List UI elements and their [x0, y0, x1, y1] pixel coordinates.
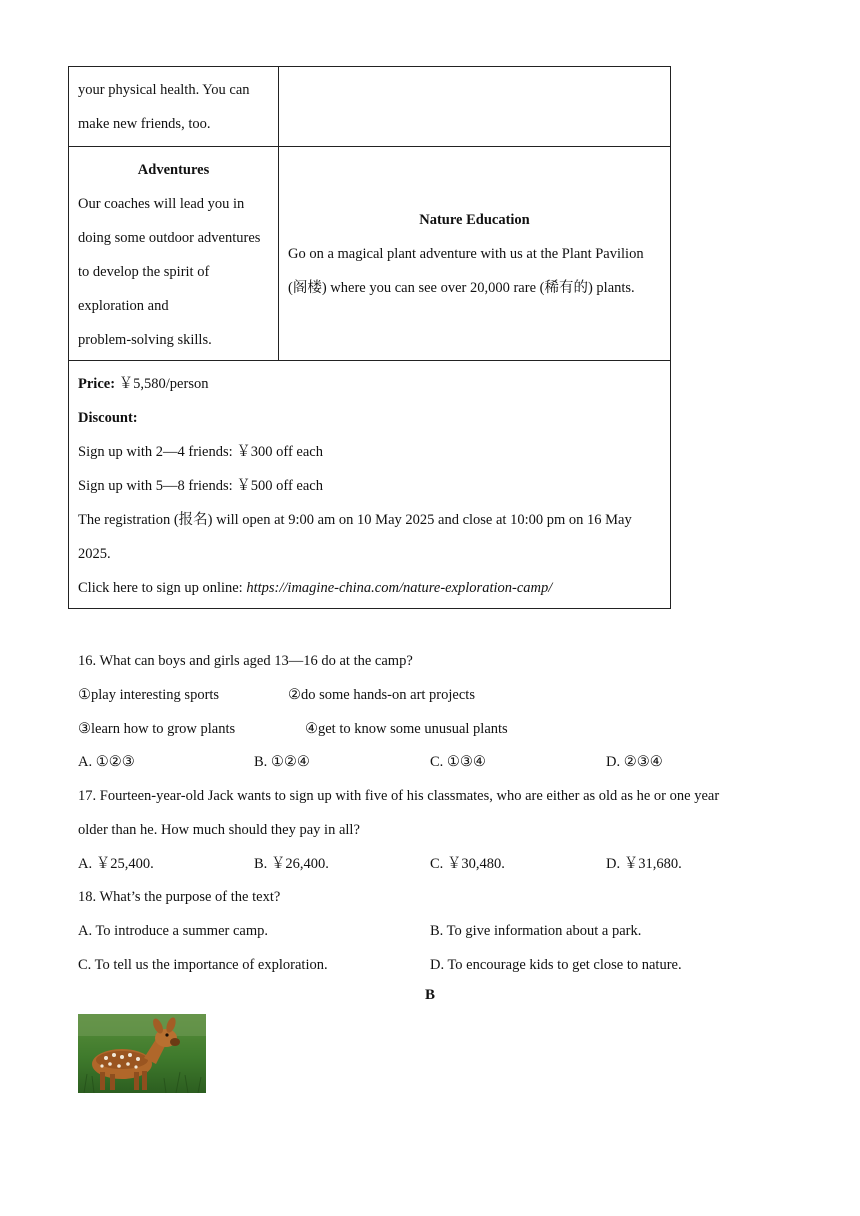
text-line: (阁楼) where you can see over 20,000 rare (稀有的) plants. [288, 279, 635, 296]
question-17-stem-line-2: older than he. How much should they pay in all? [78, 822, 360, 838]
q16-option-c[interactable]: C. ①③④ [430, 754, 486, 770]
price-value: ￥5,580/person [118, 376, 209, 392]
q17-option-b[interactable]: B. ￥26,400. [254, 856, 329, 872]
q16-item-2: ②do some hands-on art projects [288, 687, 475, 703]
q16-option-a[interactable]: A. ①②③ [78, 754, 135, 770]
registration-line-1: The registration (报名) will open at 9:00 am on 10 May 2025 and close at 10:00 pm on 16 May [78, 512, 632, 528]
q18-option-d[interactable]: D. To encourage kids to get close to nature. [430, 957, 682, 973]
q18-option-c[interactable]: C. To tell us the importance of exploration. [78, 957, 328, 973]
q17-option-d[interactable]: D. ￥31,680. [606, 856, 682, 872]
signup-text: Click here to sign up online: [78, 580, 247, 596]
q16-item-1: ①play interesting sports [78, 687, 220, 703]
signup-line [78, 571, 661, 605]
text-line: your physical health. You can [78, 82, 250, 98]
price-line [78, 367, 661, 401]
question-16-stem: 16. What can boys and girls aged 13—16 do at the camp? [78, 653, 413, 669]
fawn-illustration [78, 1014, 206, 1093]
text-line: doing some outdoor adventures [78, 230, 261, 246]
text-line: problem-solving skills. [78, 332, 212, 348]
table-cell-nature-education [279, 147, 671, 361]
question-17-stem-line-1: 17. Fourteen-year-old Jack wants to sign up with five of his classmates, who are either as old as he or one year [78, 788, 720, 804]
section-b-heading: B [424, 987, 435, 1003]
q17-option-c[interactable]: C. ￥30,480. [430, 856, 505, 872]
text-line: to develop the spirit of [78, 264, 210, 280]
nature-education-title: Nature Education [419, 211, 530, 228]
text-line: exploration and [78, 298, 169, 314]
signup-link[interactable]: https://imagine-china.com/nature-exploration-camp/ [246, 580, 553, 596]
adventures-title: Adventures [137, 162, 210, 178]
fawn-photo [78, 1014, 206, 1093]
price-label: Price: [78, 376, 116, 392]
camp-info-table [68, 66, 671, 609]
table-cell-empty [279, 67, 671, 147]
text-line: Our coaches will lead you in [78, 196, 245, 212]
text-line: make new friends, too. [78, 116, 211, 132]
text-line: Go on a magical plant adventure with us at the Plant Pavilion [288, 245, 644, 262]
question-18-stem: 18. What’s the purpose of the text? [78, 889, 281, 905]
q18-option-b[interactable]: B. To give information about a park. [430, 923, 642, 939]
registration-line-2: 2025. [78, 546, 111, 562]
discount-line-2: Sign up with 5—8 friends: ￥500 off each [78, 478, 323, 494]
discount-line-1: Sign up with 2—4 friends: ￥300 off each [78, 444, 323, 460]
q16-item-3: ③learn how to grow plants [78, 721, 236, 737]
discount-label: Discount: [78, 410, 138, 426]
table-cell-pricing [69, 361, 671, 609]
q16-option-d[interactable]: D. ②③④ [606, 754, 663, 770]
q16-option-b[interactable]: B. ①②④ [254, 754, 310, 770]
q16-item-4: ④get to know some unusual plants [305, 721, 508, 737]
q17-option-a[interactable]: A. ￥25,400. [78, 856, 154, 872]
table-cell-adventures [69, 147, 279, 361]
q18-option-a[interactable]: A. To introduce a summer camp. [78, 923, 268, 939]
table-cell-sports [69, 67, 279, 147]
